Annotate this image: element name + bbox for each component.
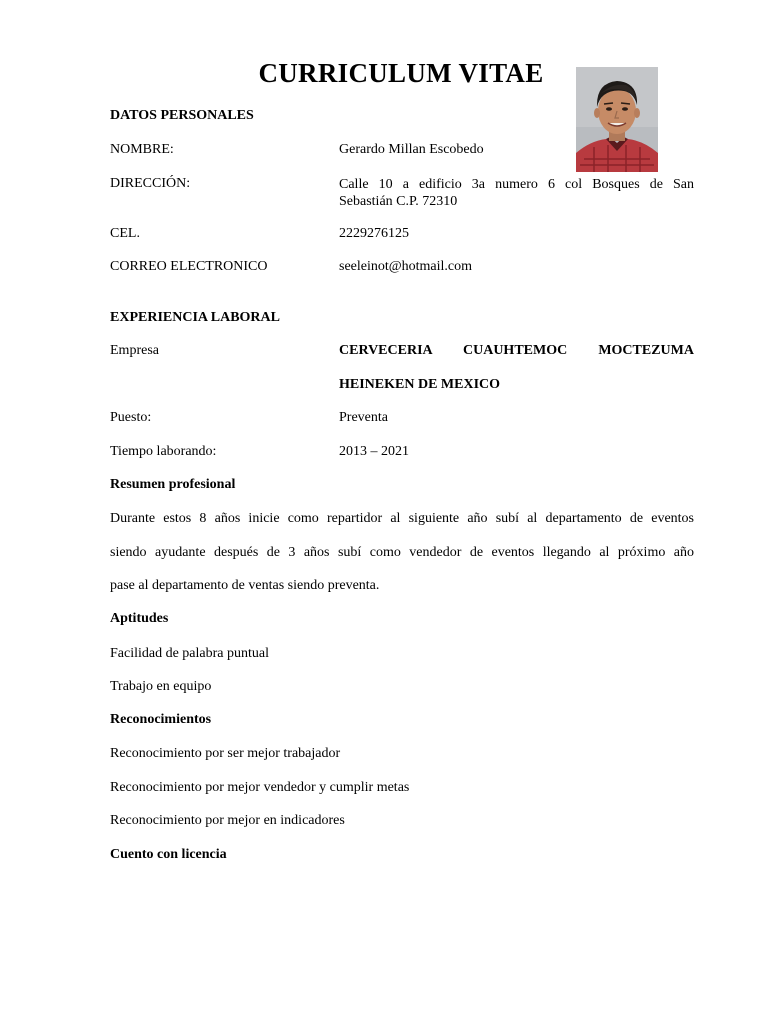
address-label: DIRECCIÓN: — [110, 176, 191, 191]
email-label: CORREO ELECTRONICO — [110, 259, 268, 274]
award-item: Reconocimiento por mejor vendedor y cumplir metas — [110, 780, 410, 795]
company-value-line-2: HEINEKEN DE MEXICO — [339, 377, 501, 392]
company-label: Empresa — [110, 343, 159, 358]
personal-data-heading: DATOS PERSONALES — [110, 108, 254, 123]
skill-item: Trabajo en equipo — [110, 679, 212, 694]
time-worked-value: 2013 – 2021 — [339, 444, 409, 459]
company-value-line-1: CERVECERIA CUAUHTEMOC MOCTEZUMA — [339, 343, 694, 358]
license-heading: Cuento con licencia — [110, 847, 227, 862]
page-title: CURRICULUM VITAE — [258, 58, 544, 88]
summary-line-2: siendo ayudante después de 3 años subí como vendedor de eventos llegando al próximo año — [110, 545, 694, 560]
summary-line-1: Durante estos 8 años inicie como repartidor al siguiente año subí al departamento de eventos — [110, 511, 694, 526]
position-label: Puesto: — [110, 410, 152, 425]
time-worked-label: Tiempo laborando: — [110, 444, 217, 459]
summary-line-3: pase al departamento de ventas siendo preventa. — [110, 578, 380, 593]
skill-item: Facilidad de palabra puntual — [110, 646, 269, 661]
work-experience-heading: EXPERIENCIA LABORAL — [110, 310, 280, 325]
awards-heading: Reconocimientos — [110, 712, 212, 727]
phone-value: 2229276125 — [339, 226, 409, 241]
award-item: Reconocimiento por ser mejor trabajador — [110, 746, 341, 761]
phone-label: CEL. — [110, 226, 140, 241]
professional-summary-heading: Resumen profesional — [110, 477, 236, 492]
name-label: NOMBRE: — [110, 142, 174, 157]
skills-heading: Aptitudes — [110, 611, 169, 626]
name-value: Gerardo Millan Escobedo — [339, 142, 484, 157]
award-item: Reconocimiento por mejor en indicadores — [110, 813, 345, 828]
position-value: Preventa — [339, 410, 388, 425]
address-line-1: Calle 10 a edificio 3a numero 6 col Bosques de San — [339, 177, 694, 192]
address-line-2: Sebastián C.P. 72310 — [339, 194, 458, 209]
email-value: seeleinot@hotmail.com — [339, 259, 473, 274]
address-value — [339, 176, 694, 210]
